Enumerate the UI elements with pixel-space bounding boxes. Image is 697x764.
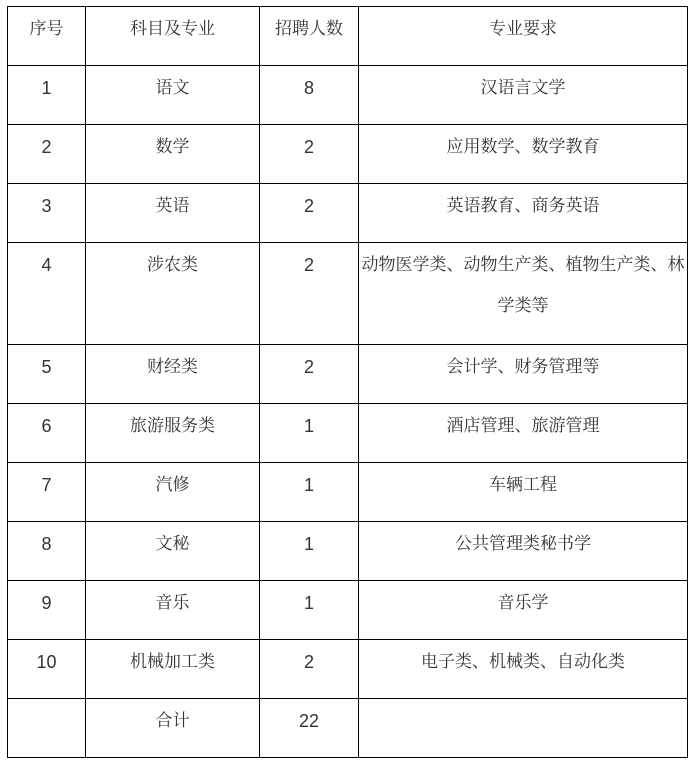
cell-subject: 汽修	[86, 463, 260, 522]
table-row	[8, 522, 688, 581]
cell-requirement: 音乐学	[359, 581, 688, 640]
total-cell-no	[8, 699, 86, 758]
table-row	[8, 581, 688, 640]
cell-count: 1	[260, 522, 359, 581]
cell-requirement: 电子类、机械类、自动化类	[359, 640, 688, 699]
cell-requirement: 英语教育、商务英语	[359, 184, 688, 243]
cell-requirement: 公共管理类秘书学	[359, 522, 688, 581]
cell-no: 1	[8, 66, 86, 125]
cell-requirement: 动物医学类、动物生产类、植物生产类、林学类等	[359, 243, 688, 345]
recruitment-table	[7, 6, 688, 758]
cell-subject: 数学	[86, 125, 260, 184]
cell-requirement: 会计学、财务管理等	[359, 345, 688, 404]
cell-subject: 涉农类	[86, 243, 260, 345]
cell-count: 8	[260, 66, 359, 125]
cell-subject: 语文	[86, 66, 260, 125]
cell-no: 9	[8, 581, 86, 640]
table-total-row	[8, 699, 688, 758]
cell-requirement: 应用数学、数学教育	[359, 125, 688, 184]
table-row	[8, 463, 688, 522]
cell-no: 8	[8, 522, 86, 581]
total-cell-requirement	[359, 699, 688, 758]
cell-count: 1	[260, 581, 359, 640]
table-row	[8, 184, 688, 243]
header-cell-requirement: 专业要求	[359, 7, 688, 66]
cell-no: 3	[8, 184, 86, 243]
cell-no: 7	[8, 463, 86, 522]
cell-count: 2	[260, 345, 359, 404]
cell-count: 2	[260, 640, 359, 699]
cell-requirement: 汉语言文学	[359, 66, 688, 125]
table-row	[8, 404, 688, 463]
cell-subject: 机械加工类	[86, 640, 260, 699]
header-cell-subject: 科目及专业	[86, 7, 260, 66]
cell-no: 4	[8, 243, 86, 345]
table-row	[8, 243, 688, 345]
cell-requirement: 车辆工程	[359, 463, 688, 522]
cell-count: 1	[260, 463, 359, 522]
cell-no: 10	[8, 640, 86, 699]
header-cell-no: 序号	[8, 7, 86, 66]
cell-count: 1	[260, 404, 359, 463]
cell-subject: 文秘	[86, 522, 260, 581]
total-cell-count: 22	[260, 699, 359, 758]
cell-count: 2	[260, 125, 359, 184]
table-row	[8, 345, 688, 404]
cell-count: 2	[260, 243, 359, 345]
cell-no: 5	[8, 345, 86, 404]
table-header-row	[8, 7, 688, 66]
cell-count: 2	[260, 184, 359, 243]
cell-no: 6	[8, 404, 86, 463]
table-row	[8, 66, 688, 125]
table-row	[8, 640, 688, 699]
header-cell-count: 招聘人数	[260, 7, 359, 66]
cell-subject: 音乐	[86, 581, 260, 640]
cell-subject: 英语	[86, 184, 260, 243]
cell-subject: 旅游服务类	[86, 404, 260, 463]
cell-subject: 财经类	[86, 345, 260, 404]
total-cell-label: 合计	[86, 699, 260, 758]
cell-no: 2	[8, 125, 86, 184]
table-row	[8, 125, 688, 184]
cell-requirement: 酒店管理、旅游管理	[359, 404, 688, 463]
